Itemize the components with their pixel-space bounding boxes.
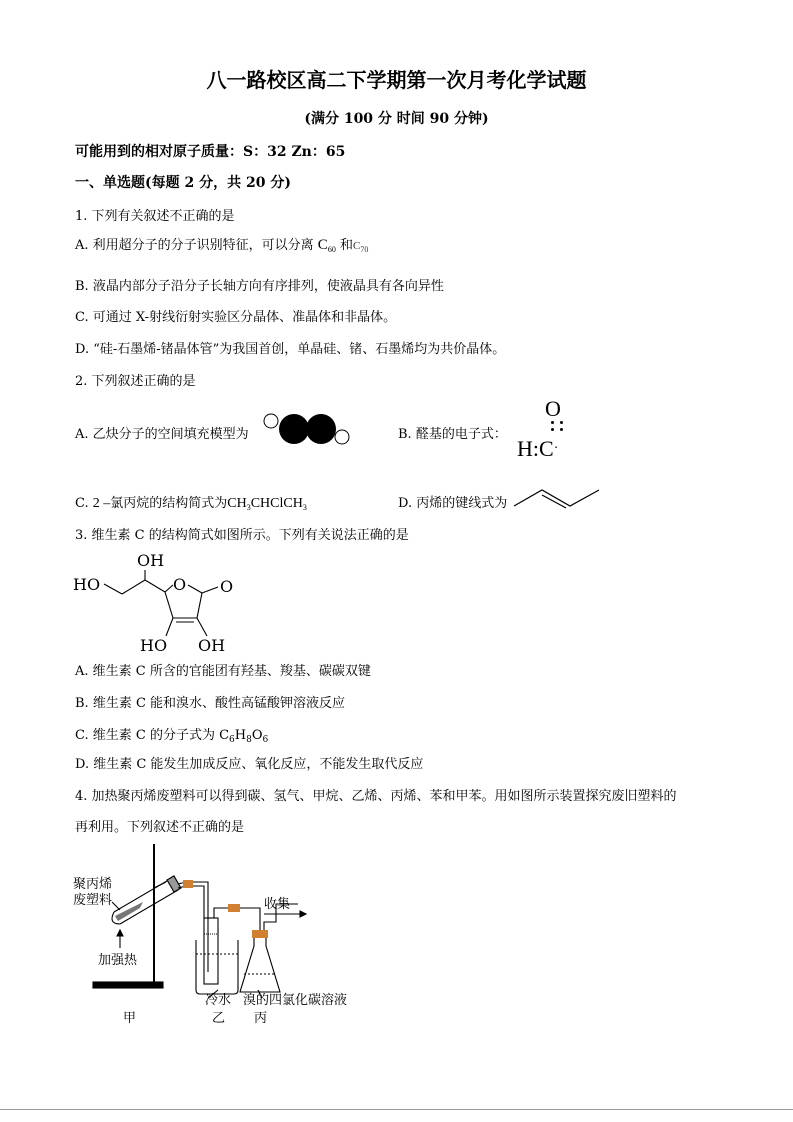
- acetylene-model-image: [260, 410, 355, 446]
- c70-formula: $C_{70}$: [352, 240, 369, 254]
- chloropropane-formula: $CH_3CHClCH_3$: [227, 496, 307, 512]
- q4-stem-line1: 4. 加热聚丙烯废塑料可以得到碳、氢气、甲烷、乙烯、丙烯、苯和甲苯。用如图所示装置探究废旧塑料的: [75, 789, 677, 804]
- q2-option-c: C. 2 –氯丙烷的结构简式为$CH_3CHClCH_3$: [75, 496, 307, 512]
- beaker-yi: [196, 918, 238, 994]
- q4-stem-line2: 再利用。下列叙述不正确的是: [75, 820, 245, 835]
- q2-stem: 2. 下列叙述正确的是: [75, 374, 196, 389]
- carbon-atom-right: [306, 414, 336, 444]
- hydrogen-atom-left: [264, 414, 278, 428]
- label-heat: 加强热: [98, 953, 138, 968]
- exam-subtitle: (满分 100 分 时间 90 分钟): [304, 111, 489, 127]
- flask-bing: [240, 904, 298, 992]
- aldehyde-hc: H:C·: [517, 436, 559, 461]
- c60-formula: $C_{60}$: [317, 237, 336, 254]
- q1-option-a-text: A. 利用超分子的分子识别特征，可以分离: [75, 238, 314, 253]
- struct-oh-bottom: OH: [198, 636, 226, 655]
- section-heading: 一、单选题(每题 2 分，共 20 分): [75, 175, 291, 191]
- label-jia: 甲: [123, 1011, 137, 1026]
- q3-option-d: D. 维生素 C 能发生加成反应、氧化反应，不能发生取代反应: [75, 757, 424, 772]
- q1-and: 和: [339, 238, 353, 253]
- chloro-number: 2 –: [92, 496, 111, 511]
- struct-o-ring: O: [173, 575, 187, 594]
- label-plastic-2: 废塑料: [73, 893, 113, 908]
- apparatus-diagram: [68, 842, 368, 1027]
- struct-oh-top: OH: [137, 551, 165, 570]
- aldehyde-oxygen: O: [545, 396, 561, 421]
- struct-bonds: [104, 570, 218, 636]
- q3-option-a: A. 维生素 C 所含的官能团有羟基、羧基、碳碳双键: [75, 664, 371, 679]
- hydrogen-atom-right: [335, 430, 349, 444]
- page-title: 八一路校区高二下学期第一次月考化学试题: [206, 68, 587, 92]
- q1-option-a: [75, 234, 368, 254]
- label-cold-water: 冷水: [205, 993, 232, 1008]
- q3-option-c: C. 维生素 C 的分子式为 $C_6H_8O_6$: [75, 728, 269, 745]
- q1-stem: 1. 下列有关叙述不正确的是: [75, 209, 235, 224]
- q2-option-a: A. 乙炔分子的空间填充模型为: [75, 427, 249, 442]
- label-yi: 乙: [212, 1011, 226, 1026]
- label-collect: 收集: [264, 897, 291, 912]
- struct-o-carbonyl: O: [220, 577, 234, 596]
- q1-option-d: D. “硅-石墨烯-锗晶体管”为我国首创，单晶硅、锗、石墨烯均为共价晶体。: [75, 342, 506, 357]
- struct-ho-bottom: HO: [140, 636, 168, 655]
- carbon-atom-left: [279, 414, 309, 444]
- stand-base: [93, 982, 163, 988]
- page-bottom-rule: [0, 1109, 793, 1110]
- propene-skeletal-formula: [512, 486, 602, 510]
- q1-option-b: B. 液晶内部分子沿分子长轴方向有序排列，使液晶具有各向异性: [75, 279, 444, 294]
- vitamin-c-structure: [70, 548, 250, 656]
- label-bromine-solution: 溴的四氯化碳溶液: [243, 993, 348, 1008]
- q2-option-d: D. 丙烯的键线式为: [398, 496, 508, 511]
- test-tube-jia: [112, 876, 181, 924]
- atomic-mass-line: 可能用到的相对原子质量：S：32 Zn：65: [75, 144, 346, 160]
- q3-stem: 3. 维生素 C 的结构简式如图所示。下列有关说法正确的是: [75, 528, 409, 543]
- q1-option-c: C. 可通过 X-射线衍射实验区分晶体、准晶体和非晶体。: [75, 310, 397, 325]
- label-bing: 丙: [254, 1011, 268, 1026]
- struct-ho-left: HO: [73, 575, 101, 594]
- label-plastic-1: 聚丙烯: [73, 877, 113, 892]
- q2-option-b: B. 醛基的电子式：: [398, 427, 507, 442]
- q3-option-b: B. 维生素 C 能和溴水、酸性高锰酸钾溶液反应: [75, 696, 346, 711]
